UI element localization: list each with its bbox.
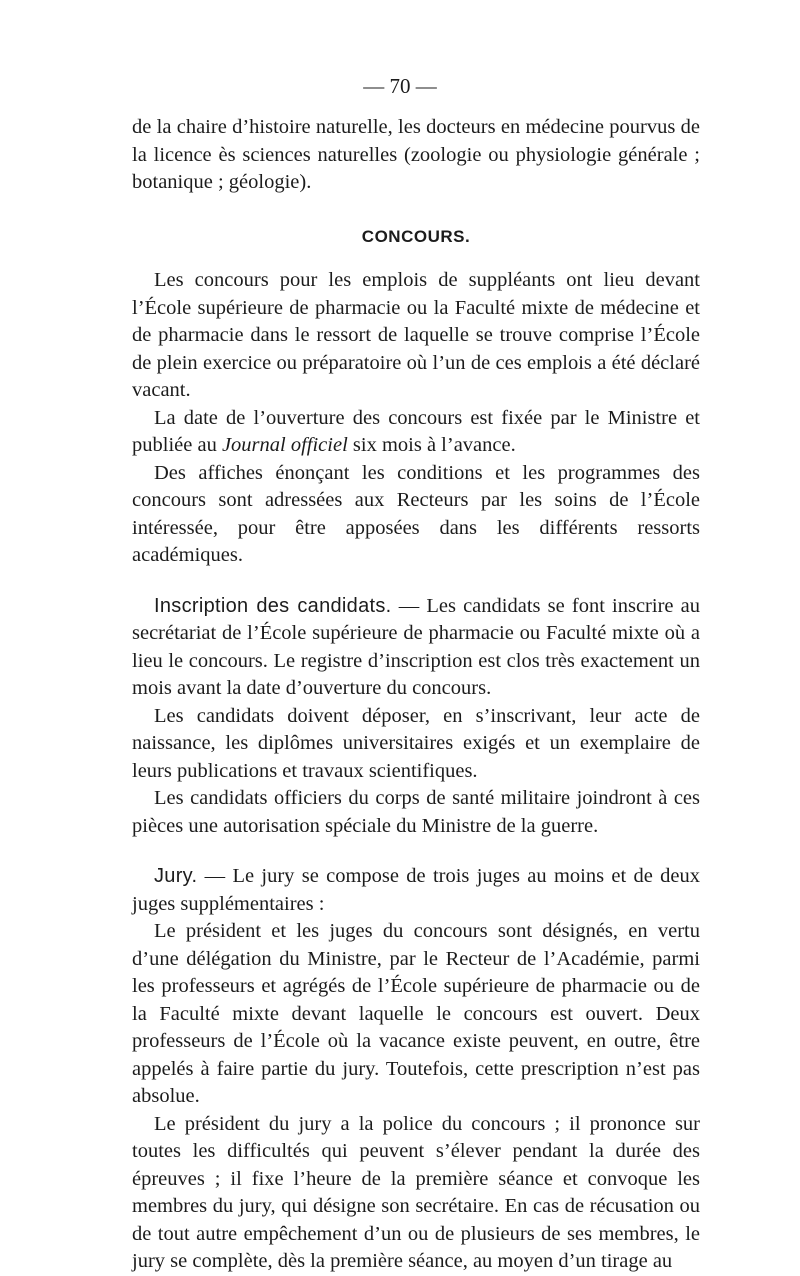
paragraph: Les concours pour les emplois de suppléants ont lieu devant l’École supérieure de pharmacie ou la Faculté mixte de médecine et de pharmacie dans le ressort de laquelle se trouve comprise l’École de plein exercice ou préparatoire où l’un de ces emplois a été déclaré vacant. — [132, 269, 700, 401]
paragraph-date — [132, 405, 700, 460]
section-heading-concours: CONCOURS. — [361, 226, 471, 246]
page-number: — 70 — — [363, 74, 437, 98]
run-in-heading-jury: Jury. — [154, 865, 198, 887]
paragraph-inscription — [132, 593, 700, 703]
paragraph-text: La date de l’ouverture des concours est fixée par le Ministre et publiée au — [132, 406, 700, 456]
paragraph-text: — Les candidats se font inscrire au secrétariat de l’École supérieure de pharmacie ou Faculté mixte où a lieu le concours. Le registre d’inscription est clos très exactement un mois avant la date d’ouverture du concours. — [132, 594, 701, 699]
paragraph-text: six mois à l’avance. — [352, 434, 516, 456]
run-in-heading-inscription: Inscription des candidats. — [154, 594, 392, 617]
paragraph-text: — Le jury se compose de trois juges au moins et de deux juges supplémentaires : — [132, 865, 700, 915]
paragraph: Les candidats officiers du corps de santé militaire joindront à ces pièces une autorisation spéciale du Ministre de la guerre. — [132, 787, 700, 837]
paragraph: Des affiches énonçant les conditions et les programmes des concours sont adressées aux Recteurs par les soins de l’École intéressée, pour être apposées dans les différents ressorts académiques. — [132, 461, 700, 566]
paragraph: Le président du jury a la police du concours ; il prononce sur toutes les difficultés qui peuvent s’élever pendant la durée des épreuves ; il fixe l’heure de la première séance et convoque les membres du jury, qui désigne son secrétaire. En cas de récusation ou de tout autre empêchement d’un ou de plusieurs de ses membres, le jury se complète, dès la première séance, au moyen d’un tirage au — [132, 1112, 700, 1272]
paragraph-continuation: de la chaire d’histoire naturelle, les docteurs en médecine pourvus de la licence ès sciences naturelles (zoologie ou physiologie générale ; botanique ; géologie). — [132, 116, 700, 193]
paragraph: Les candidats doivent déposer, en s’inscrivant, leur acte de naissance, les diplômes universitaires exigés et un exemplaire de leurs publications et travaux scientifiques. — [132, 704, 700, 782]
paragraph: Le président et les juges du concours sont désignés, en vertu d’une délégation du Ministre, par le Recteur de l’Académie, parmi les professeurs et agrégés de l’École supérieure de pharmacie ou de la Faculté mixte devant laquelle le concours est ouvert. Deux professeurs de l’École où la vacance existe peuvent, en outre, être appelés à faire partie du jury. Toutefois, cette prescription n’est pas absolue. — [132, 920, 700, 1107]
page-body — [132, 114, 700, 1276]
paragraph-jury — [132, 863, 700, 918]
journal-title: Journal officiel — [221, 434, 348, 456]
